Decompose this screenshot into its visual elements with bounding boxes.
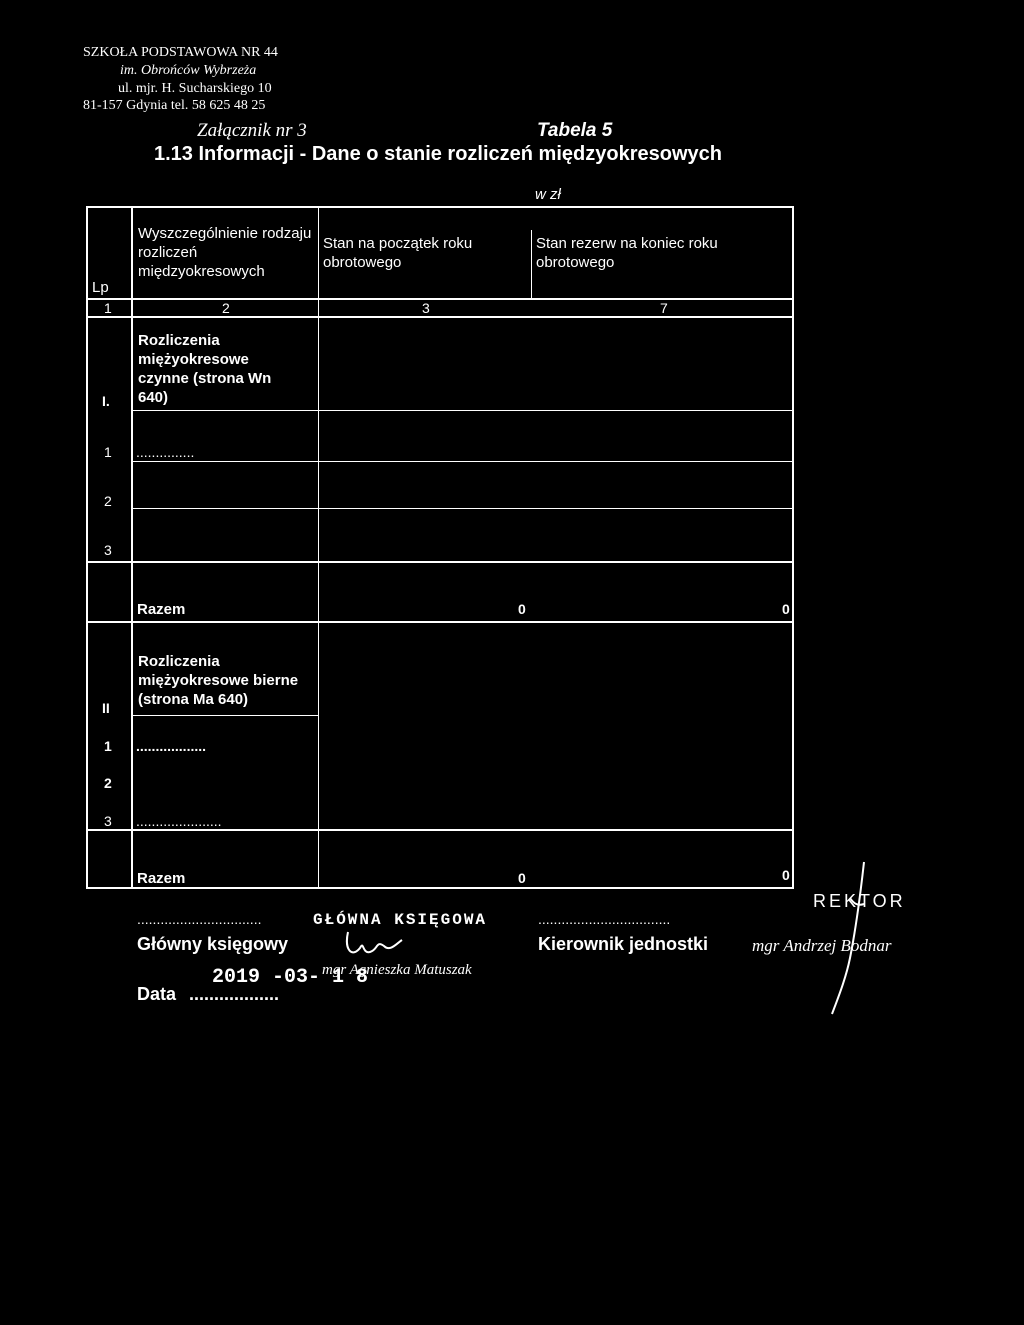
column-header-start: Stan na początek roku obrotowego [323,235,473,271]
director-dots: .................................. [538,911,671,927]
school-patron: im. Obrońców Wybrzeża [120,63,257,78]
school-address: ul. mjr. H. Sucharskiego 10 [118,81,272,96]
column-header-spec: Wyszczególnienie rodzaju rozliczeń międzyokresowych [138,225,312,280]
accountant-name: mgr Agnieszka Matuszak [322,962,472,978]
school-name: SZKOŁA PODSTAWOWA NR 44 [83,45,278,60]
section2-total-start: 0 [518,870,526,886]
section2-row1-spec: .................. [136,738,207,754]
rector-stamp: REKTOR [813,891,906,911]
page-title: 1.13 Informacji - Dane o stanie rozliczeń międzyokresowych [154,143,722,165]
accountant-stamp: GŁÓWNA KSIĘGOWA [313,911,488,929]
section2-row1-lp: 1 [104,738,112,754]
rector-name: mgr Andrzej Bodnar [752,936,892,955]
section1-row3-lp: 3 [104,542,112,558]
director-label: Kierownik jednostki [538,934,709,954]
section2-total-label: Razem [137,870,186,887]
column-header-end: Stan rezerw na koniec roku obrotowego [536,235,718,271]
table-label: Tabela 5 [537,120,613,141]
colnum-start: 3 [422,300,430,316]
accountant-signature [340,926,460,966]
rector-signature [820,858,880,1018]
section1-total-start: 0 [518,601,526,617]
school-phone: 81-157 Gdynia tel. 58 625 48 25 [83,98,266,113]
section1-row2-lp: 2 [104,493,112,509]
currency-label: w zł [535,186,561,203]
attachment-label: Załącznik nr 3 [197,120,307,141]
section1-total-end: 0 [782,601,790,617]
column-header-lp: Lp [92,279,109,296]
section2-label: Rozliczenia miężyokresowe bierne (strona Ma 640) [138,653,299,708]
date-label: Data [137,984,177,1004]
colnum-end: 7 [660,300,668,316]
colnum-spec: 2 [222,300,230,316]
section1-label: Rozliczenia miężyokresowe czynne (strona Wn 640) [138,332,272,406]
section1-row1-lp: 1 [104,444,112,460]
date-stamp: 2019 -03- 1 8 [212,966,369,989]
section2-row3-lp: 3 [104,813,112,829]
section2-lp: II [102,700,110,716]
section2-total-end: 0 [782,867,790,883]
section1-total-label: Razem [137,601,186,618]
accountant-label: Główny księgowy [137,934,289,954]
date-dots: .................. [189,984,280,1004]
section1-lp: I. [102,393,110,409]
colnum-lp: 1 [104,300,112,316]
section2-row3-spec: ...................... [136,813,222,829]
section1-row1-spec: ............... [136,444,195,460]
accountant-dots: ................................ [137,911,262,927]
section2-row2-lp: 2 [104,775,112,791]
